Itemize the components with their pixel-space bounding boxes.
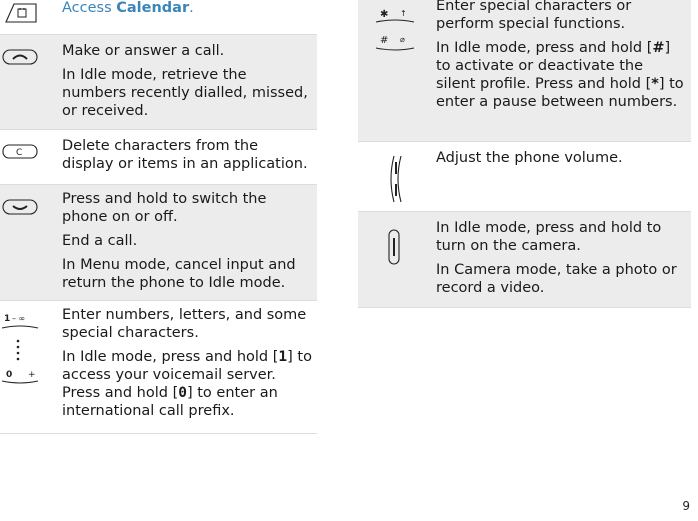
key-0-label: 0 [178,385,187,401]
volume-keys-icon [358,154,434,204]
camera-key-icon [358,226,434,272]
svg-text:C: C [16,148,23,158]
key-hash-label: # [652,40,665,56]
clear-key-text-1: Delete characters from the display or items in an application. [62,138,308,172]
alnum-text-2: In Idle mode, press and hold [1] to access your voicemail server. Press and hold [0] to enter an international call prefix. [62,349,312,419]
power-key-text-1: Press and hold to switch the phone on or off. [62,191,267,225]
svg-text:1: 1 [4,314,11,324]
svg-text:⌀: ⌀ [400,35,405,44]
svg-text:✱: ✱ [380,9,389,20]
left-column [0,0,317,434]
key-row-special [358,0,691,142]
calendar-link[interactable]: Calendar [116,0,190,16]
access-suffix: . [189,0,194,16]
clear-key-icon [0,142,60,172]
alphanumeric-keys-icon [0,307,60,397]
calendar-description [62,0,313,16]
special-keys-icon [358,4,434,64]
svg-text:+: + [28,370,36,380]
svg-text:– ∞: – ∞ [12,314,26,323]
key-row-camera [358,212,691,308]
calendar-softkey-icon [0,0,60,35]
key-row-call [0,35,317,130]
page-number: 9 [682,499,690,513]
volume-text-1: Adjust the phone volume. [436,150,623,166]
power-key-text-3: In Menu mode, cancel input and return the phone to Idle mode. [62,257,296,291]
call-key-text-1: Make or answer a call. [62,43,225,59]
key-row-calendar [0,0,317,35]
right-column [358,0,691,308]
key-star-label: * [651,76,659,92]
camera-text-1: In Idle mode, press and hold to turn on the camera. [436,220,662,254]
svg-text:↑: ↑ [400,9,407,18]
access-prefix: Access [62,0,117,16]
key-row-power-end [0,185,317,301]
special-text-1: Enter special characters or perform special functions. [436,0,632,32]
special-text-2: In Idle mode, press and hold [#] to activate or deactivate the silent profile. Press and hold [*] to enter a pause between numbers. [436,40,684,110]
key-row-clear [0,130,317,185]
call-key-icon [0,47,60,77]
power-key-text-2: End a call. [62,233,138,249]
key-1-label: 1 [278,349,288,365]
call-key-text-2: In Idle mode, retrieve the numbers recently dialled, missed, or received. [62,67,308,119]
key-row-alphanumeric [0,301,317,434]
svg-text:0: 0 [6,370,13,380]
power-end-key-icon [0,197,60,227]
key-row-volume [358,142,691,212]
camera-text-2: In Camera mode, take a photo or record a video. [436,262,677,296]
alnum-text-1: Enter numbers, letters, and some special characters. [62,307,307,341]
svg-text:#: # [380,35,389,46]
